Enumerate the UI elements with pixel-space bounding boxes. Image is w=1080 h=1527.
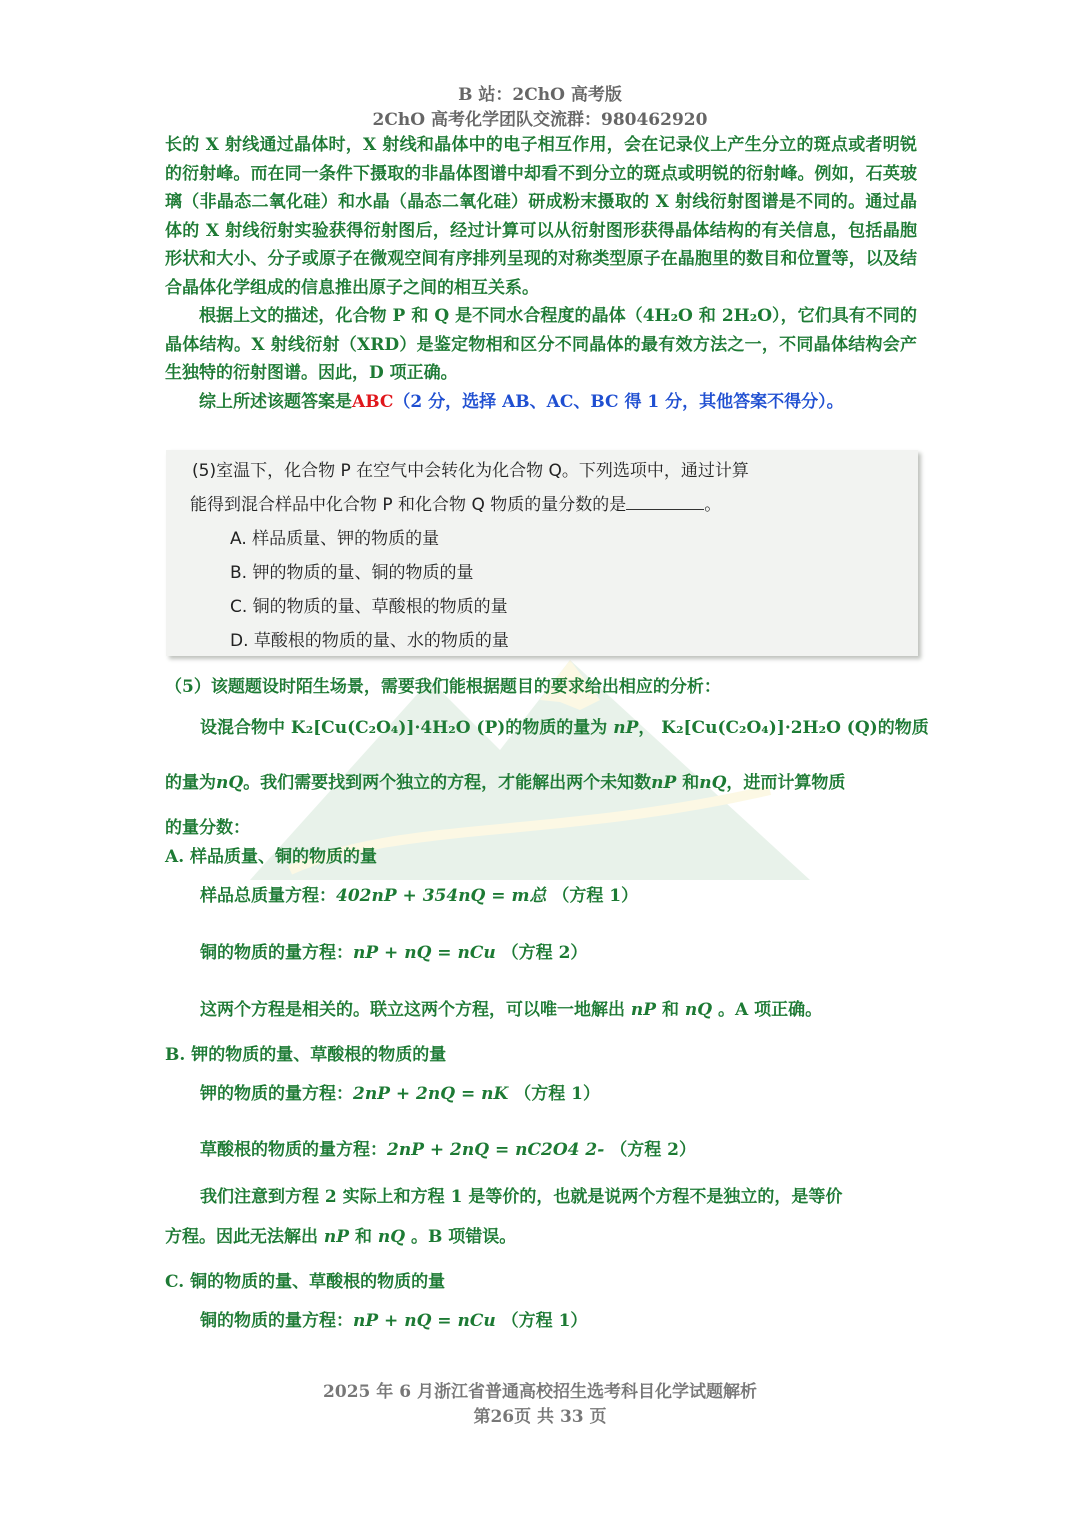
- header-line-1: B 站：2ChO 高考版: [458, 85, 622, 105]
- a-eq1-note: （方程 1）: [552, 886, 639, 906]
- paragraph-xrd: 长的 X 射线通过晶体时，X 射线和晶体中的电子相互作用，会在记录仪上产生分立的斑点或者明锐的衍射峰。而在同一条件下摄取的非晶体图谱中却看不到分立的斑点或明锐的衍射峰。例如，石英玻璃（非晶态二氧化硅）和水晶（晶态二氧化硅）研成粉末摄取的 X 射线衍射图谱是不同的。通过晶体的 X 射线衍射实验获得衍射图后，经过计算可以从衍射图形获得晶体结构的有关信息，包括晶胞形状和大小、分子或原子在微观空间有序排列呈现的对称类型原子在晶胞里的数目和位置等，以及结合晶体化学组成的信息推出原子之间的相互关系。: [165, 135, 917, 298]
- footer-title: 2025 年 6 月浙江省普通高校招生选考科目化学试题解析: [323, 1382, 757, 1402]
- option-b-conclusion-2: [165, 1222, 516, 1247]
- b-concl-post: 。B 项错误。: [411, 1227, 517, 1247]
- b-eq1-label: 钾的物质的量方程：: [200, 1084, 353, 1104]
- analysis-line-2: [165, 768, 845, 793]
- option-c: C. 铜的物质的量、草酸根的物质的量: [230, 597, 508, 617]
- question-stem-2: [190, 490, 721, 515]
- analysis-line-3: 的量分数：: [165, 818, 250, 838]
- a-concl-pre: 这两个方程是相关的。联立这两个方程，可以唯一地解出: [200, 1000, 625, 1020]
- c-eq1-label: 铜的物质的量方程：: [200, 1311, 353, 1331]
- var-np-3: nP: [630, 1000, 657, 1020]
- formula-p: K₂[Cu(C₂O₄)]·4H₂O (P): [290, 718, 506, 738]
- answer-blank: [626, 495, 704, 510]
- var-nq-3: nQ: [684, 1000, 713, 1020]
- c-eq1: nP + nQ = nCu: [353, 1311, 496, 1331]
- line2-and: 和: [682, 773, 700, 793]
- option-b-conclusion-1: 我们注意到方程 2 实际上和方程 1 是等价的，也就是说两个方程不是独立的，是等价: [200, 1187, 843, 1207]
- option-a-equation-1: [200, 881, 638, 906]
- question-stem-1: (5)室温下，化合物 P 在空气中会转化为化合物 Q。下列选项中，通过计算: [192, 461, 749, 481]
- option-b-heading: B. 钾的物质的量、草酸根的物质的量: [165, 1045, 447, 1065]
- var-nq-4: nQ: [377, 1227, 406, 1247]
- b-eq2: 2nP + 2nQ = nC2O4 2-: [387, 1140, 605, 1160]
- c-eq1-note: （方程 1）: [501, 1311, 588, 1331]
- option-a-heading: A. 样品质量、铜的物质的量: [165, 847, 378, 867]
- a-eq1: 402nP + 354nQ = m总: [336, 886, 547, 906]
- var-np-2: nP: [651, 773, 677, 793]
- b-eq2-note: （方程 2）: [610, 1140, 696, 1160]
- var-nq-2: nQ: [699, 773, 727, 793]
- option-a-conclusion: [200, 995, 822, 1020]
- question-5-box: [166, 450, 918, 656]
- option-d: D. 草酸根的物质的量、水的物质的量: [230, 631, 509, 651]
- set-prefix: 设混合物中: [200, 718, 285, 738]
- question-stem-2-text: 能得到混合样品中化合物 P 和化合物 Q 物质的量分数的是: [190, 495, 627, 515]
- a-eq2-label: 铜的物质的量方程：: [200, 943, 353, 963]
- b-eq1-note: （方程 1）: [514, 1084, 600, 1104]
- option-b: B. 钾的物质的量、铜的物质的量: [230, 563, 474, 583]
- line2-prefix: 的量为: [165, 773, 216, 793]
- b-eq1: 2nP + 2nQ = nK: [353, 1084, 509, 1104]
- option-b-equation-2: [200, 1135, 696, 1160]
- option-c-heading: C. 铜的物质的量、草酸根的物质的量: [165, 1272, 446, 1292]
- analysis-intro: （5）该题题设时陌生场景，需要我们能根据题目的要求给出相应的分析：: [165, 677, 721, 697]
- line2-post: ，进而计算物质: [726, 773, 846, 793]
- b-eq2-label: 草酸根的物质的量方程：: [200, 1140, 387, 1160]
- set-mid-2: 的物质: [877, 718, 929, 738]
- option-a-equation-2: [200, 938, 587, 963]
- var-nq: nQ: [216, 773, 244, 793]
- set-mid: 的物质的量为: [505, 718, 608, 738]
- header-line-2: 2ChO 高考化学团队交流群：980462920: [372, 110, 708, 130]
- body-text: [165, 131, 917, 416]
- option-c-equation-1: [200, 1306, 587, 1331]
- a-concl-and: 和: [662, 1000, 679, 1020]
- a-eq2: nP + nQ = nCu: [353, 943, 496, 963]
- line2-mid: 。我们需要找到两个独立的方程，才能解出两个未知数: [243, 773, 652, 793]
- summary-prefix: 综上所述该题答案是: [199, 391, 352, 412]
- option-b-equation-1: [200, 1079, 600, 1104]
- b-concl-pre: 方程。因此无法解出: [165, 1227, 318, 1247]
- analysis-set-line: 设混合物中 K₂[Cu(C₂O₄)]·4H₂O (P)的物质的量为 nP， K₂[Cu(C₂O₄)]·2H₂O (Q)的物质: [200, 718, 929, 738]
- footer-page-number: 第26页 共 33 页: [473, 1407, 607, 1427]
- var-np-4: nP: [323, 1227, 350, 1247]
- option-a: A. 样品质量、钾的物质的量: [230, 529, 440, 549]
- summary-line: [165, 388, 917, 417]
- a-eq1-label: 样品总质量方程：: [200, 886, 336, 906]
- question-stem-end: 。: [704, 495, 722, 515]
- b-concl-and: 和: [355, 1227, 372, 1247]
- a-concl-post: 。A 项正确。: [718, 1000, 823, 1020]
- answer-abc: ABC: [352, 391, 394, 412]
- paragraph-conclusion-d: 根据上文的描述，化合物 P 和 Q 是不同水合程度的晶体（4H₂O 和 2H₂O），它们具有不同的晶体结构。X 射线衍射（XRD）是鉴定物相和区分不同晶体的最有效方法之一，不同晶体结构会产生独特的衍射图谱。因此，D 项正确。: [165, 306, 917, 383]
- formula-q: K₂[Cu(C₂O₄)]·2H₂O (Q): [661, 718, 878, 738]
- a-eq2-note: （方程 2）: [501, 943, 588, 963]
- score-note: （2 分，选择 AB、AC、BC 得 1 分，其他答案不得分）。: [393, 391, 844, 412]
- var-np: nP: [613, 718, 639, 738]
